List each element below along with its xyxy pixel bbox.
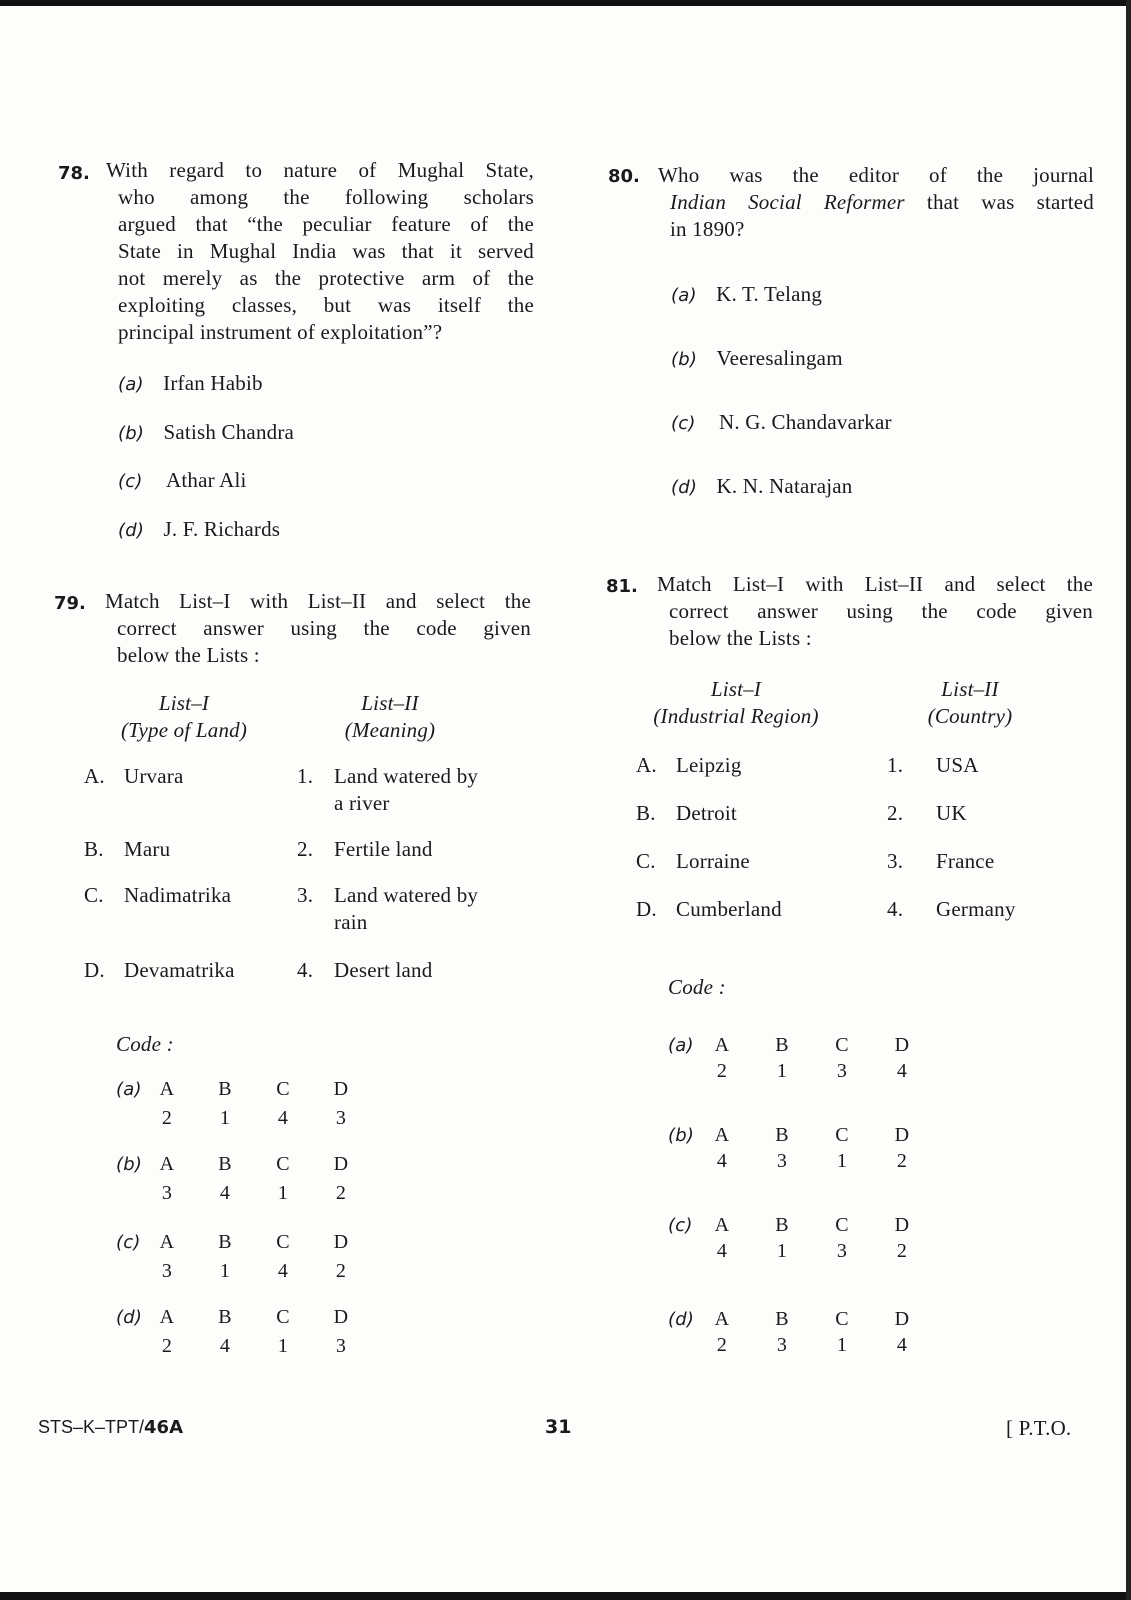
row-meaning: Desert land <box>334 958 433 982</box>
code-letter: B <box>775 1308 789 1330</box>
list1-subtitle: (Type of Land) <box>120 718 248 742</box>
row-letter: C. <box>84 883 104 907</box>
row-country: UK <box>936 801 967 825</box>
question-stem <box>657 571 1093 652</box>
code-value: 1 <box>836 1150 848 1172</box>
journal-title: Indian Social Reformer <box>670 190 905 214</box>
code-value: 2 <box>335 1260 347 1282</box>
row-letter: D. <box>84 958 105 982</box>
code-value: 2 <box>335 1182 347 1204</box>
option-text: J. F. Richards <box>163 517 281 541</box>
code-option-label: (c) <box>668 1215 693 1236</box>
row-number: 2. <box>297 837 314 861</box>
code-letter: C <box>276 1153 290 1175</box>
row-term: Urvara <box>124 764 184 788</box>
list-row <box>84 836 433 863</box>
option-text: N. G. Chandavarkar <box>719 410 892 434</box>
row-letter: B. <box>84 837 104 861</box>
code-values <box>692 1237 932 1265</box>
code-value: 2 <box>896 1240 908 1262</box>
code-value: 3 <box>161 1260 173 1282</box>
code-value: 4 <box>277 1260 289 1282</box>
stem-line: With regard to nature of Mughal State, <box>106 158 534 182</box>
question-number: 81. <box>606 576 638 597</box>
row-number: 3. <box>297 883 314 907</box>
code-letter: C <box>835 1214 849 1236</box>
question-stem <box>658 162 1094 243</box>
row-term: Nadimatrika <box>124 883 232 907</box>
code-option-label: (a) <box>668 1035 694 1056</box>
row-number: 2. <box>887 801 904 825</box>
code-letter: A <box>159 1231 175 1253</box>
list2-subtitle: (Country) <box>927 704 1013 728</box>
code-letter: A <box>159 1078 175 1100</box>
code-value: 1 <box>277 1335 289 1357</box>
code-value: 2 <box>716 1334 728 1356</box>
code-letters <box>692 1305 932 1333</box>
list-row <box>84 763 479 815</box>
code-option <box>116 1150 349 1204</box>
option-label: (a) <box>118 374 144 395</box>
option-label: (d) <box>118 520 145 541</box>
option-label: (a) <box>671 285 697 306</box>
stem-line: correct answer using the code given <box>117 616 531 640</box>
code-value: 3 <box>335 1335 347 1357</box>
code-value: 3 <box>161 1182 173 1204</box>
code-letter: D <box>333 1078 349 1100</box>
code-values <box>138 1104 370 1132</box>
stem-line: exploiting classes, but was itself the <box>118 293 534 317</box>
code-value: 4 <box>716 1240 728 1262</box>
question-number: 79. <box>54 593 86 614</box>
code-letter: A <box>714 1124 730 1146</box>
code-label: Code : <box>668 975 726 999</box>
code-value: 3 <box>776 1150 788 1172</box>
code-value: 4 <box>896 1060 908 1082</box>
code-value: 3 <box>836 1240 848 1262</box>
stem-line: argued that “the peculiar feature of the <box>118 212 534 236</box>
code-letter: C <box>835 1034 849 1056</box>
code-letter: D <box>333 1306 349 1328</box>
code-option <box>668 1031 910 1082</box>
option-label: (c) <box>118 471 143 492</box>
row-number: 3. <box>887 849 904 873</box>
code-letter: D <box>333 1231 349 1253</box>
code-value: 2 <box>161 1335 173 1357</box>
row-meaning-cont: rain <box>334 910 368 934</box>
code-value: 2 <box>161 1107 173 1129</box>
code-letters <box>138 1150 370 1178</box>
option-label: (b) <box>118 423 145 444</box>
list1-subtitle: (Industrial Region) <box>653 704 819 728</box>
row-country: USA <box>936 753 979 777</box>
option-label: (d) <box>671 477 698 498</box>
code-letters <box>138 1075 370 1103</box>
row-country: Germany <box>936 897 1016 921</box>
code-letters <box>692 1211 932 1239</box>
code-letter: C <box>276 1078 290 1100</box>
option-text: Veeresalingam <box>716 346 843 370</box>
row-letter: A. <box>636 753 657 777</box>
page-number: 31 <box>545 1416 572 1438</box>
scan-edge-right <box>1126 0 1131 1600</box>
code-letter: B <box>775 1034 789 1056</box>
option <box>118 419 294 447</box>
stem-line <box>670 189 1094 216</box>
code-letters <box>138 1228 370 1256</box>
code-values <box>138 1257 370 1285</box>
code-value: 4 <box>896 1334 908 1356</box>
option-text: K. T. Telang <box>716 282 823 306</box>
row-meaning-cont: a river <box>334 791 390 815</box>
code-value: 1 <box>277 1182 289 1204</box>
row-region: Leipzig <box>676 753 742 777</box>
question-number: 78. <box>58 163 90 184</box>
list-row <box>636 752 979 779</box>
row-region: Cumberland <box>676 897 782 921</box>
list2-title: List–II <box>941 677 999 701</box>
code-letter: C <box>276 1306 290 1328</box>
code-value: 4 <box>219 1182 231 1204</box>
code-values <box>138 1179 370 1207</box>
stem-line: below the Lists : <box>669 626 812 650</box>
paper-code-series: 46A <box>144 1417 184 1438</box>
code-letter: D <box>894 1034 910 1056</box>
row-letter: B. <box>636 801 656 825</box>
paper-code <box>38 1417 183 1438</box>
code-option <box>116 1075 349 1129</box>
list-row <box>84 957 433 984</box>
code-value: 3 <box>776 1334 788 1356</box>
question-stem <box>105 588 531 669</box>
option <box>118 370 263 398</box>
row-letter: C. <box>636 849 656 873</box>
list1-header <box>634 676 838 730</box>
row-country: France <box>936 849 995 873</box>
row-region: Detroit <box>676 801 737 825</box>
question-number: 80. <box>608 166 640 187</box>
stem-line: not merely as the protective arm of the <box>118 266 534 290</box>
code-letter: D <box>894 1214 910 1236</box>
code-value: 4 <box>716 1150 728 1172</box>
code-letter: A <box>159 1306 175 1328</box>
question-stem <box>106 157 534 346</box>
code-letter: B <box>218 1153 232 1175</box>
list-row <box>636 896 1016 923</box>
row-meaning: Land watered by <box>334 883 479 907</box>
scan-edge-top <box>0 0 1131 6</box>
code-values <box>138 1332 370 1360</box>
code-option-label: (d) <box>116 1307 143 1328</box>
option <box>118 516 280 544</box>
row-number: 1. <box>887 753 904 777</box>
list2-header <box>330 690 450 744</box>
stem-line: Match List–I with List–II and select the <box>657 572 1093 596</box>
code-value: 1 <box>776 1240 788 1262</box>
option-text: Irfan Habib <box>163 371 263 395</box>
row-meaning: Fertile land <box>334 837 433 861</box>
code-value: 4 <box>219 1335 231 1357</box>
list1-title: List–I <box>710 677 762 701</box>
stem-line: Who was the editor of the journal <box>658 163 1094 187</box>
option-text: Satish Chandra <box>163 420 295 444</box>
code-letter: C <box>276 1231 290 1253</box>
code-option-label: (d) <box>668 1309 695 1330</box>
pto-label: [ P.T.O. <box>1006 1416 1072 1440</box>
option-label: (b) <box>671 349 698 370</box>
option <box>671 345 843 373</box>
code-letter: C <box>835 1308 849 1330</box>
row-region: Lorraine <box>676 849 750 873</box>
code-letter: A <box>714 1214 730 1236</box>
code-option <box>668 1121 910 1172</box>
list2-subtitle: (Meaning) <box>344 718 436 742</box>
code-letter: B <box>775 1214 789 1236</box>
code-values <box>692 1331 932 1359</box>
code-option <box>116 1303 349 1357</box>
code-value: 4 <box>277 1107 289 1129</box>
code-letters <box>692 1121 932 1149</box>
code-value: 1 <box>219 1107 231 1129</box>
code-letter: B <box>218 1231 232 1253</box>
row-letter: D. <box>636 897 657 921</box>
list1-title: List–I <box>158 691 210 715</box>
code-letter: C <box>835 1124 849 1146</box>
code-value: 2 <box>896 1150 908 1172</box>
code-letter: B <box>218 1078 232 1100</box>
code-letters <box>138 1303 370 1331</box>
list2-header <box>910 676 1030 730</box>
code-letter: A <box>714 1034 730 1056</box>
code-label: Code : <box>116 1032 174 1056</box>
option-label: (c) <box>671 413 696 434</box>
code-option <box>668 1211 910 1262</box>
code-letter: D <box>894 1124 910 1146</box>
code-letter: B <box>775 1124 789 1146</box>
stem-line: who among the following scholars <box>118 185 534 209</box>
stem-text: that was started <box>926 190 1094 214</box>
option <box>671 473 852 501</box>
code-option-label: (a) <box>116 1079 142 1100</box>
code-values <box>692 1147 932 1175</box>
row-term: Maru <box>124 837 171 861</box>
code-letter: B <box>218 1306 232 1328</box>
option-text: K. N. Natarajan <box>716 474 853 498</box>
paper-code-prefix: STS–K–TPT/ <box>38 1417 145 1437</box>
row-number: 1. <box>297 764 314 788</box>
option <box>671 281 822 309</box>
code-value: 1 <box>219 1260 231 1282</box>
code-letter: A <box>714 1308 730 1330</box>
stem-line: Match List–I with List–II and select the <box>105 589 531 613</box>
code-value: 2 <box>716 1060 728 1082</box>
row-number: 4. <box>887 897 904 921</box>
list-row <box>84 882 479 934</box>
list-row <box>636 800 967 827</box>
row-term: Devamatrika <box>124 958 235 982</box>
code-letter: D <box>333 1153 349 1175</box>
list-row <box>636 848 995 875</box>
code-value: 3 <box>335 1107 347 1129</box>
list2-title: List–II <box>361 691 419 715</box>
option-text: Athar Ali <box>166 468 247 492</box>
code-option-label: (c) <box>116 1232 141 1253</box>
scan-edge-bottom <box>0 1592 1131 1600</box>
code-values <box>692 1057 932 1085</box>
code-option <box>116 1228 349 1282</box>
stem-line: correct answer using the code given <box>669 599 1093 623</box>
code-option-label: (b) <box>668 1125 695 1146</box>
option <box>671 409 892 437</box>
row-letter: A. <box>84 764 105 788</box>
row-meaning: Land watered by <box>334 764 479 788</box>
code-option <box>668 1305 910 1356</box>
stem-line: State in Mughal India was that it served <box>118 239 534 263</box>
option <box>118 467 247 495</box>
stem-line: in 1890? <box>670 217 745 241</box>
row-number: 4. <box>297 958 314 982</box>
code-letter: A <box>159 1153 175 1175</box>
code-option-label: (b) <box>116 1154 143 1175</box>
code-value: 1 <box>836 1334 848 1356</box>
stem-line: principal instrument of exploitation”? <box>118 320 443 344</box>
code-value: 3 <box>836 1060 848 1082</box>
list1-header <box>104 690 264 744</box>
code-letters <box>692 1031 932 1059</box>
code-value: 1 <box>776 1060 788 1082</box>
code-letter: D <box>894 1308 910 1330</box>
stem-line: below the Lists : <box>117 643 260 667</box>
